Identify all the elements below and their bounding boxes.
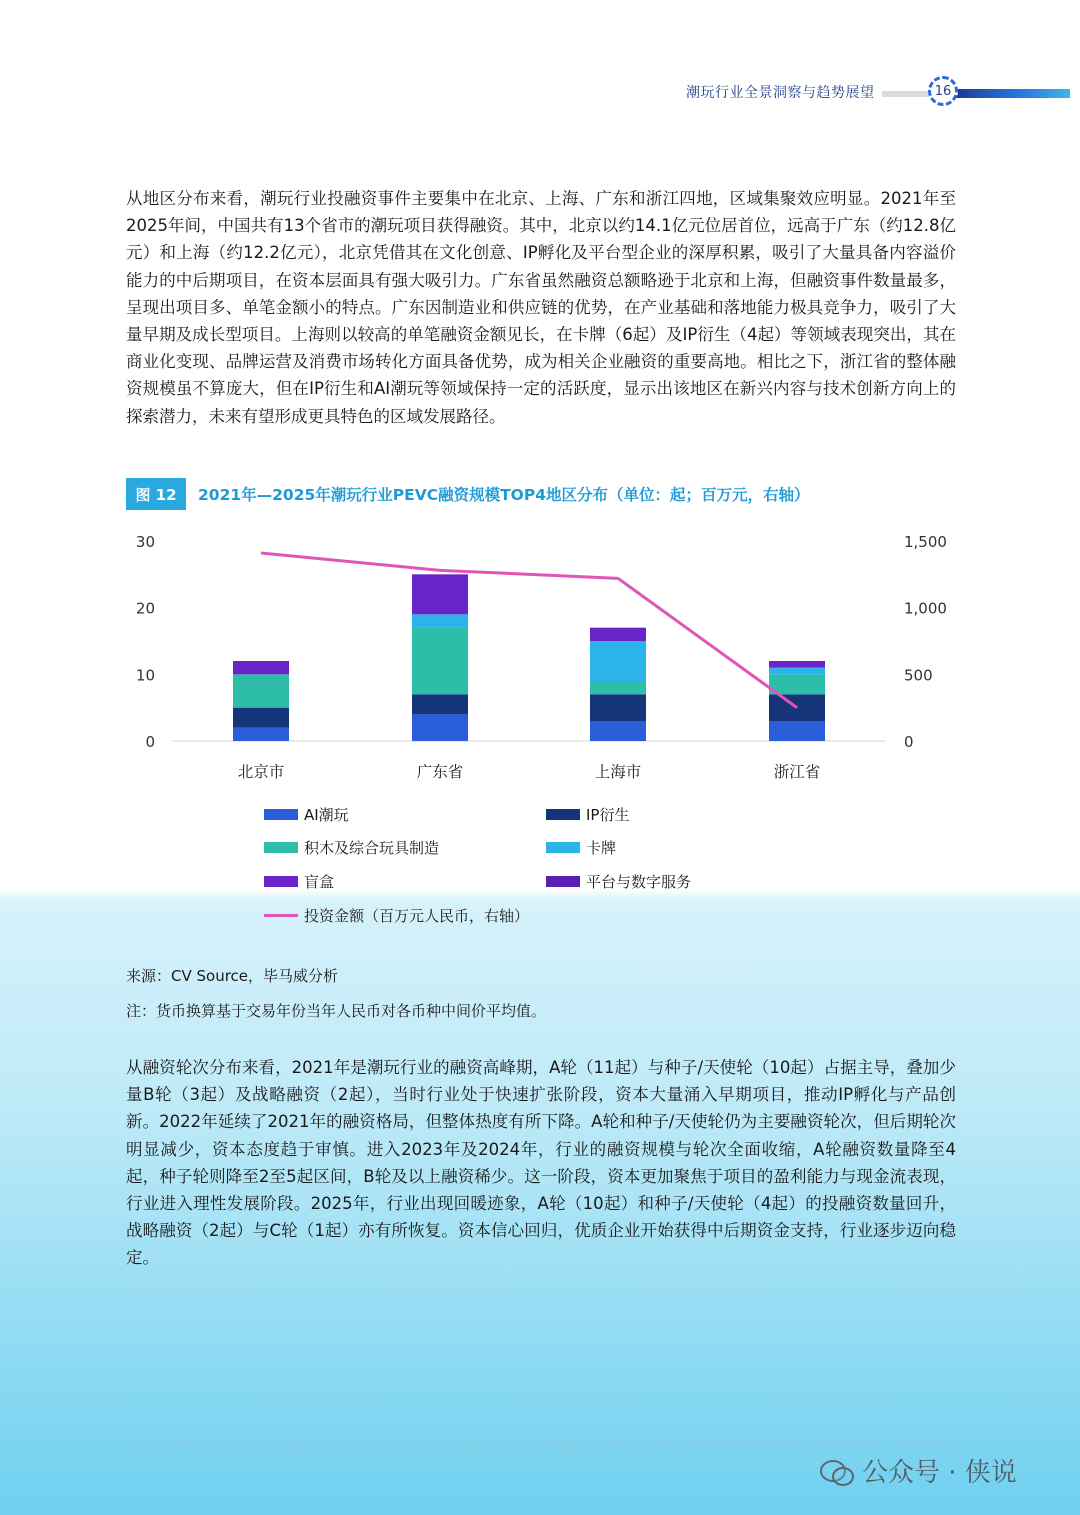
bar-segment <box>233 728 289 741</box>
legend-item-blindbox <box>264 871 334 892</box>
bar-segment <box>233 708 289 728</box>
y-right-tick-label: 500 <box>904 666 933 685</box>
bar-segment <box>590 694 646 721</box>
watermark-text: 公众号 · 侠说 <box>862 1458 1017 1488</box>
figure-title: 2021年—2025年潮玩行业PEVC融资规模TOP4地区分布（单位：起；百万元，右轴） <box>198 486 810 504</box>
bar-segment <box>233 661 289 674</box>
bar-segment <box>769 661 825 668</box>
bar-segment <box>233 674 289 707</box>
legend-item-blocks <box>264 837 439 858</box>
legend-label: IP衍生 <box>586 806 630 824</box>
bar-segment <box>769 674 825 694</box>
legend-item-ai <box>264 804 349 825</box>
bar-segment <box>590 681 646 694</box>
page-number: 16 <box>928 76 958 106</box>
legend-label: AI潮玩 <box>304 806 349 824</box>
figure-label: 图 12 <box>126 478 186 510</box>
legend-item-ip <box>546 804 629 825</box>
x-category-label: 上海市 <box>594 763 642 781</box>
y-left-tick-label: 20 <box>135 599 155 618</box>
stacked-bar-chart <box>0 520 1080 790</box>
y-right-tick-label: 1,000 <box>904 599 947 618</box>
y-left-tick-label: 30 <box>135 533 155 551</box>
legend-swatch <box>546 842 580 853</box>
header-accent-bar <box>956 89 1070 98</box>
figure-header <box>126 478 956 510</box>
legend-item-investment <box>264 905 529 926</box>
copyright-text: © 2026 毕马威华振会计师事务所(特殊普通合伙) — 中国合伙制会计师事务所、毕马威企业咨询(中国)有限公司 — 中国有限责任公司、毕马威会计师事务所 — 澳门特别行政区合伙制事务所，及毕马威会计师事务所 — 香港特别行政区合伙制事务所，均是与毕马威国际有限公司(英国私营担保有限公司)相关联的独立成员所全球性组织中的成员。版权所有，不得转载。 <box>126 1439 953 1459</box>
bar-segment <box>412 694 468 714</box>
body-paragraph-rounds: 从融资轮次分布来看，2021年是潮玩行业的融资高峰期，A轮（11起）与种子/天使轮（10起）占据主导，叠加少量B轮（3起）及战略融资（2起），当时行业处于快速扩张阶段，资本大量涌入早期项目，推动IP孵化与产品创新。2022年延续了2021年的融资格局，但整体热度有所下降。A轮和种子/天使轮仍为主要融资轮次，但后期轮次明显减少，资本态度趋于审慎。进入2023年及2024年，行业的融资规模与轮次全面收缩，A轮融资数量降至4起，种子轮则降至2至5起区间，B轮及以上融资稀少。这一阶段，资本更加聚焦于项目的盈利能力与现金流表现，行业进入理性发展阶段。2025年，行业出现回暖迹象，A轮（10起）和种子/天使轮（4起）的投融资数量回升，战略融资（2起）与C轮（1起）亦有所恢复。资本信心回归，优质企业开始获得中后期资金支持，行业逐步迈向稳定。 <box>126 1058 956 1268</box>
legend-line-swatch <box>264 914 298 917</box>
header-title: 潮玩行业全景洞察与趋势展望 <box>686 85 875 101</box>
legend-label: 盲盒 <box>304 873 335 891</box>
bar-segment <box>590 721 646 741</box>
footnote: 注：货币换算基于交易年份当年人民币对各币种中间价平均值。 <box>126 1002 547 1020</box>
bar-segment <box>769 668 825 675</box>
bar-segment <box>769 721 825 741</box>
legend-swatch <box>546 809 580 820</box>
investment-line <box>261 553 797 708</box>
legend-label: 投资金额（百万元人民币，右轴） <box>304 907 530 925</box>
x-category-label: 浙江省 <box>773 763 821 781</box>
legend-item-platform <box>546 871 691 892</box>
legend-item-cards <box>546 837 616 858</box>
y-left-tick-label: 0 <box>145 733 155 751</box>
y-right-tick-label: 0 <box>904 733 914 751</box>
legend-swatch <box>546 876 580 887</box>
wechat-icon <box>820 1458 854 1484</box>
bar-segment <box>412 614 468 627</box>
page-header <box>676 74 1080 112</box>
bar-segment <box>590 641 646 681</box>
y-right-tick-label: 1,500 <box>904 533 947 551</box>
wechat-watermark <box>820 1452 1017 1489</box>
bar-segment <box>412 714 468 741</box>
source-note: 来源：CV Source，毕马威分析 <box>126 967 339 985</box>
bar-segment <box>412 628 468 695</box>
body-paragraph-region: 从地区分布来看，潮玩行业投融资事件主要集中在北京、上海、广东和浙江四地，区域集聚效应明显。2021年至2025年间，中国共有13个省市的潮玩项目获得融资。其中，北京以约14.1亿元位居首位，远高于广东（约12.8亿元）和上海（约12.2亿元），北京凭借其在文化创意、IP孵化及平台型企业的深厚积累，吸引了大量具备内容溢价能力的中后期项目，在资本层面具有强大吸引力。广东省虽然融资总额略逊于北京和上海，但融资事件数量最多，呈现出项目多、单笔金额小的特点。广东因制造业和供应链的优势，在产业基础和落地能力极具竞争力，吸引了大量早期及成长型项目。上海则以较高的单笔融资金额见长，在卡牌（6起）及IP衍生（4起）等领域表现突出，其在商业化变现、品牌运营及消费市场转化方面具备优势，成为相关企业融资的重要高地。相比之下，浙江省的整体融资规模虽不算庞大，但在IP衍生和AI潮玩等领域保持一定的活跃度，显示出该地区在新兴内容与技术创新方向上的探索潜力，未来有望形成更具特色的区域发展路径。 <box>126 189 956 426</box>
bar-segment <box>412 574 468 614</box>
legend-label: 卡牌 <box>586 839 617 857</box>
legend-swatch <box>264 876 298 887</box>
legend-swatch <box>264 809 298 820</box>
legend-swatch <box>264 842 298 853</box>
x-category-label: 广东省 <box>416 763 464 781</box>
bar-segment <box>590 628 646 641</box>
legend-label: 积木及综合玩具制造 <box>304 839 440 857</box>
x-category-label: 北京市 <box>237 763 285 781</box>
y-left-tick-label: 10 <box>135 666 155 685</box>
legend-label: 平台与数字服务 <box>586 873 692 891</box>
